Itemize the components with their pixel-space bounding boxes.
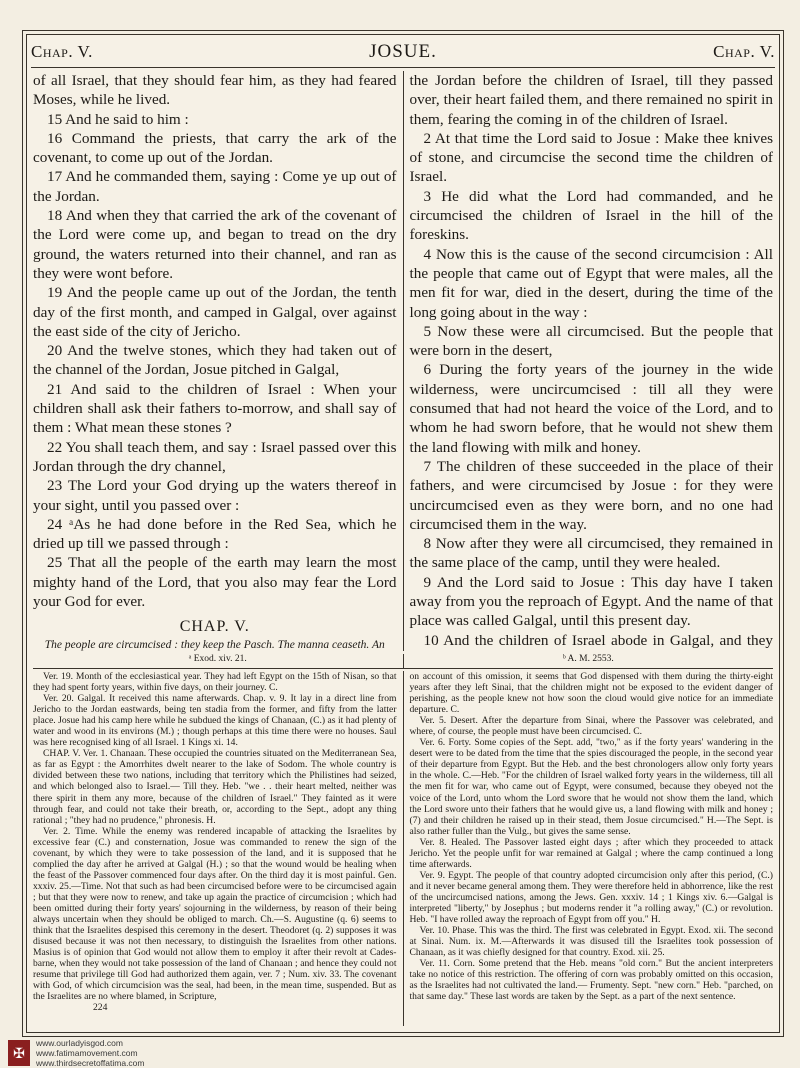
- verse: 4 Now this is the cause of the second circumcision : All the people that came out of Egypt that were males, all the men fit for war, died in the desert, during the time of the long going about in the way :: [409, 245, 773, 321]
- commentary: [33, 671, 773, 1026]
- verse: 23 The Lord your God drying up the waters thereof in your sight, until you passed over :: [33, 477, 397, 514]
- verse: 5 Now these were all circumcised. But the people that were born in the desert,: [409, 322, 773, 360]
- note: Ver. 2. Time. While the enemy was rendered incapable of attacking the Israelites by excessive fear (C.) and consternation, Josue was commanded to renew the sign of the covenant, by which they were to take possession of the land, and it is supposed that he complied the day after he arrived at Galgal (H.) ; so that the wound would be healing when the feast of the Passover commenced four days after. On the third day it is most painful. Gen. xxxiv. 25.—Time. Not that such as had been circumcised before were to be circumcised again ; but that they were now to renew, and take up again the practice of circumcision ; which had been omitted during their forty years' sojourning in the wilderness, by reason of their being always uncertain when they should be obliged to march. Ch.—S. Augustine (q. 6) seems to think that the Israelites despised this ceremony in the desert. Theodoret (q. 2) supposes it was disused because it was not then necessary, to distinguish the Israelites from other nations. Masius is of opinion that God would not allow them to employ it after their revolt at Cades-barne, when they would not take possession of the land of Chanaan ; and hence they could not resume that privilege till God had authorized them again, ver. 7 ; Num. xiv. 33. The covenant with God, of which circumcision was the seal, had been, in the mean time, suspended. But as the Israelites are no where blamed, in Scripture,: [33, 825, 397, 1003]
- footnote-b: ᵇ A. M. 2553.: [562, 654, 614, 664]
- right-column: [404, 71, 774, 651]
- verse: 17 And he commanded them, saying : Come ye up out of the Jordan.: [33, 168, 397, 205]
- verse: 6 During the forty years of the journey in the wide wilderness, were uncircumcised : till all they were consumed that had not heard the voice of the Lord, and to whom he had sworn before, that he would not shew them the land flowing with milk and honey.: [409, 361, 773, 456]
- verse: 19 And the people came up out of the Jordan, the tenth day of the first month, and camped in Galgal, over against the east side of the city of Jericho.: [33, 284, 397, 340]
- verse: 3 He did what the Lord had commanded, and he circumcised the children of Israel in the hill of the foreskins.: [409, 187, 773, 244]
- note: Ver. 5. Desert. After the departure from Sinai, where the Passover was celebrated, and where, of course, the people must have been circumcised. C.: [409, 715, 773, 738]
- verse: 9 And the Lord said to Josue : This day have I taken away from you the reproach of Egypt. And the name of that place was called Galgal, until this present day.: [409, 573, 773, 630]
- verse: the Jordan before the children of Israel, till they passed over, their heart failed them, and there remained no spirit in them, fearing the coming in of the children of Israel.: [409, 72, 773, 128]
- footer-url[interactable]: www.thirdsecretoffatima.com: [36, 1058, 145, 1068]
- footnote-a: ᵃ Exod. xiv. 21.: [33, 654, 404, 668]
- note: Ver. 19. Month of the ecclesiastical year. They had left Egypt on the 15th of Nisan, so that they had spent forty years, within five days, on their journey. C.: [33, 671, 397, 694]
- commentary-left: [33, 671, 404, 1026]
- note: Ver. 11. Corn. Some pretend that the Heb. means "old corn." But the ancient interpreters take no notice of this restriction. The offering of corn was probably omitted on this occasion, as the Israelites had not cultivated the land.— Frumenty. Sept. "new corn." Heb. "parched, on that same day." These last words are taken by the Sept. as a part of the next sentence.: [409, 958, 773, 1003]
- reference-footnotes: [33, 654, 773, 669]
- footer-url[interactable]: www.ourladyisgod.com: [36, 1038, 123, 1048]
- chapter-summary: The people are circumcised : they keep the Pasch. The manna ceaseth. An: [44, 638, 385, 651]
- commentary-right: [404, 671, 774, 1026]
- note: Ver. 8. Healed. The Passover lasted eight days ; after which they proceeded to attack Jericho. Yet the people unfit for war remained at Galgal ; where the camp continued a long time afterwards.: [409, 836, 773, 870]
- watermark-footer: [8, 1038, 145, 1068]
- verse: 18 And when they that carried the ark of the covenant of the Lord were come up, and began to tread on the dry ground, the waters returned into their channel, and ran as they were wont before.: [33, 207, 397, 282]
- verse: 15 And he said to him :: [47, 110, 189, 128]
- verse: 22 You shall teach them, and say : Israel passed over this Jordan through the dry channel,: [33, 438, 397, 475]
- note: Ver. 9. Egypt. The people of that country adopted circumcision only after this period, (C.) and it never became general among them. They were therefore held in abhorrence, like the rest of the uncircumcised nations, among the Jews. Gen. xxxiv. 14 ; 1 Kings xiv. 6.—Galgal is interpreted "liberty," by Josephus ; but moderns render it "a rolling away," (C.) or revolution. Heb. "I have rolled away the reproach of Egypt from off you." H.: [409, 869, 773, 926]
- verse: 8 Now after they were all circumcised, they remained in the same place of the camp, until they were healed.: [409, 535, 773, 572]
- running-header: [31, 37, 775, 68]
- verse: 25 That all the people of the earth may learn the most mighty hand of the Lord, that you also may fear the Lord your God for ever.: [33, 554, 397, 611]
- chapter-heading: CHAP. V.: [179, 618, 250, 636]
- main-text: [33, 71, 773, 651]
- note: Ver. 6. Forty. Some copies of the Sept. add, "two," as if the forty years' wandering in the desert were to be dated from the time that the spies discouraged the people, in the second year of their departure from Egypt. But the Heb. and the best chronologers allow only forty years in the whole. C.—Heb. "For the children of Israel walked forty years in the wilderness, till all the men fit for war, who came out of Egypt, were consumed, because they obeyed not the voice of the Lord, unto whom the Lord swore that he would not show them the land, which the Lord swore unto their fathers that he would give us, a land flowing with milk and honey ; (7) and their children he raised up in their stead, them Josue circumcised." H.—The Sept. is also rather fuller than the Vulg., but gives the same sense.: [409, 737, 773, 837]
- note: Ver. 20. Galgal. It received this name afterwards. Chap. v. 9. It lay in a direct line from Jericho to the Jordan eastwards, being ten stadia from the former, and fifty from the latter place. Josue had his camp here while he subdued the kings of Chanaan, (C.) as it had plenty of water and wood in its environs (M.) ; though perhaps at this time there were no houses. Saul was here recognised king of all Israel. 1 Kings xi. 14.: [33, 693, 397, 749]
- note: Ver. 10. Phase. This was the third. The first was celebrated in Egypt. Exod. xii. The second at Sinai. Num. ix. M.—Afterwards it was disused till the Israelites took possession of Chanaan, as it was chiefly designed for that country. Exod. xii. 25.: [409, 925, 773, 959]
- note: on account of this omission, it seems that God dispensed with them during the thirty-eight years after they left Sinai, that the children might not be exposed to the evident danger of perishing, as the people knew not how soon the cloud would give notice for an immediate departure. C.: [409, 671, 773, 716]
- verse: 2 At that time the Lord said to Josue : Make thee knives of stone, and circumcise the second time the children of Israel.: [409, 129, 773, 186]
- verse: 16 Command the priests, that carry the ark of the covenant, to come up out of the Jordan.: [33, 129, 397, 167]
- header-title: JOSUE.: [369, 41, 437, 62]
- verse: 7 The children of these succeeded in the place of their fathers, and were circumcised by Josue : for they were uncircumcised even as they were born, and no one had circumcised them in the way.: [409, 457, 773, 533]
- verse: 21 And said to the children of Israel : When your children shall ask their fathers to-morrow, and shall say of them : What mean these stones ?: [33, 380, 397, 437]
- verse: 20 And the twelve stones, which they had taken out of the channel of the Jordan, Josue pitched in Galgal,: [33, 342, 397, 379]
- page: [22, 30, 784, 1037]
- cross-logo-icon: ✠: [8, 1040, 30, 1066]
- page-number: 224: [93, 1002, 108, 1014]
- header-left: Chap. V.: [31, 42, 93, 61]
- header-right: Chap. V.: [713, 42, 775, 61]
- verse: 24 ᵃAs he had done before in the Red Sea, which he dried up till we passed through :: [33, 515, 397, 553]
- note: CHAP. V. Ver. 1. Chanaan. These occupied the countries situated on the Mediterranean Sea, as far as Egypt : the Amorrhites dwelt nearer to the lake of Sodom. The whole country is divided between these two nations, including that territory which the Philistines had seized, and which belonged also to Israel.— Till they. Heb. "we . . their heart melted, neither was there spirit in them any more, because of the children of Israel." They fainted as it were through fear, and could not take their breath, or, according to the Sept., adopt any thing rational ; "they had no prudence," phronesis. H.: [33, 748, 397, 826]
- footer-links: [36, 1038, 145, 1068]
- footer-url[interactable]: www.fatimamovement.com: [36, 1048, 138, 1058]
- verse: 10 And the children of Israel abode in Galgal, and they: [423, 631, 773, 649]
- verse: of all Israel, that they should fear him, as they had feared Moses, while he lived.: [33, 72, 397, 109]
- left-column: [33, 71, 404, 651]
